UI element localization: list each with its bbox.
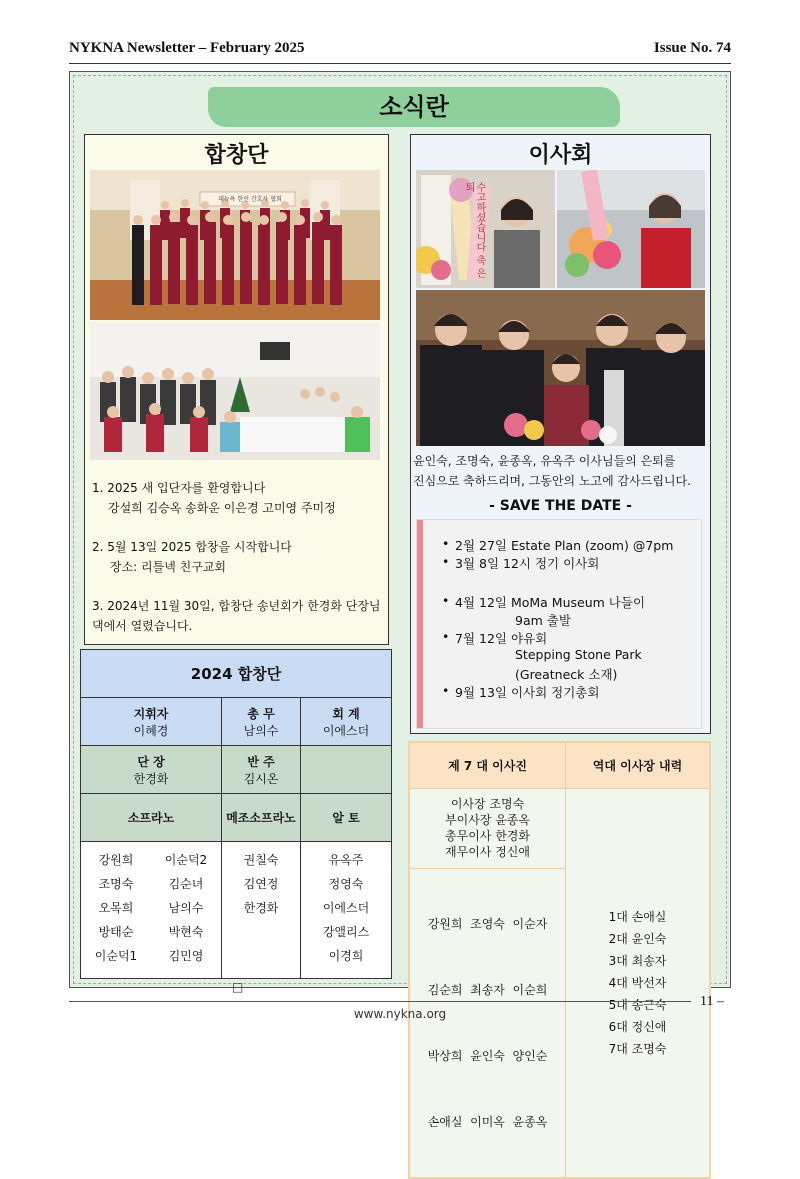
newsletter-title: NYKNA Newsletter – February 2025 bbox=[69, 40, 305, 56]
choir-roster-table bbox=[80, 649, 392, 979]
roster-leader: 단 장 한경화 bbox=[81, 746, 222, 794]
footer-url[interactable]: www.nykna.org bbox=[353, 1007, 447, 1021]
roster-title: 2024 합창단 bbox=[81, 650, 392, 698]
choir-sign-text: 대뉴욕 한인 간호사 협회 bbox=[218, 196, 282, 203]
choir-note-2: 2. 5월 13일 2025 합창을 시작합니다 장소: 리틀넥 친구교회 bbox=[92, 540, 292, 574]
choir-note-3: 3. 2024년 11월 30일, 합창단 송년회가 한경화 단장님 댁에서 열렸습니다. bbox=[92, 599, 381, 633]
chair-history: 1대 손애실 2대 윤인숙 3대 최송자 4대 박선자 5대 송근숙 6대 정신애 7대 조명숙 bbox=[566, 788, 711, 1178]
section-title: 소식란 bbox=[379, 93, 449, 121]
alto-members: 유옥주 정영숙 이에스더 강앨리스 이경희 bbox=[301, 842, 392, 979]
choir-note-1: 1. 2025 새 입단자를 환영합니다 강설희 김승옥 송화운 이은경 고미영 주미정 bbox=[92, 481, 336, 515]
board-caption: 윤인숙, 조명숙, 윤종옥, 유옥주 이사님들의 은퇴를 진심으로 축하드리며, 그동안의 노고에 감사드립니다. bbox=[413, 454, 691, 488]
directors-officers: 이사장 조명숙 부이사장 윤종옥 총무이사 한경화 재무이사 정신애 bbox=[409, 788, 566, 868]
page-number: 11 – bbox=[700, 994, 724, 1009]
save-the-date-title: - SAVE THE DATE - bbox=[489, 498, 632, 514]
roster-conductor: 지휘자 이혜경 bbox=[81, 698, 222, 746]
board-retiree-photo-2 bbox=[557, 170, 705, 288]
board-title: 이사회 bbox=[528, 143, 593, 168]
issue-number: Issue No. 74 bbox=[653, 40, 731, 56]
alto-header: 알 토 bbox=[301, 794, 392, 842]
soprano-header: 소프라노 bbox=[81, 794, 222, 842]
choir-title: 합창단 bbox=[204, 143, 269, 168]
soprano-members: 강원희 조명숙 오목희 방태순 이순덕1 이순덕2 김순녀 남의수 박현숙 김민영 bbox=[81, 842, 222, 979]
directors-table bbox=[408, 741, 711, 1179]
event-item: • 9월 13일 이사회 정기총회 bbox=[442, 683, 600, 700]
choir-group-photo bbox=[90, 170, 380, 320]
directors-members: 강원희 조영숙 이순자 김순희 최송자 이순희 박상희 윤인숙 양인순 손애실 이미옥 윤종옥 bbox=[409, 868, 566, 1178]
event-item: • 4월 12일 MoMa Museum 나들이 bbox=[442, 593, 646, 610]
history-header: 역대 이사장 내력 bbox=[566, 742, 711, 788]
page-marker: □ bbox=[232, 980, 244, 994]
board-group-photo bbox=[416, 290, 705, 446]
event-item: • 3월 8일 12시 정기 이사회 bbox=[442, 554, 600, 571]
choir-party-photo bbox=[90, 322, 380, 460]
mezzo-members: 권칠숙 김연정 한경화 bbox=[222, 842, 301, 979]
event-list: • 2월 27일 Estate Plan (zoom) @7pm • 3월 8일 12시 정기 이사회 • 4월 12일 MoMa Museum 나들이 9am 출발 • 7월 12일 야유회 Stepping Stone Park (Greatneck 소재) • 9월 13일 이사회 정기총회 bbox=[455, 536, 695, 701]
event-item: • 7월 12일 야유회 bbox=[442, 629, 548, 646]
roster-accompanist: 반 주 김시온 bbox=[222, 746, 301, 794]
roster-secretary: 총 무 남의수 bbox=[222, 698, 301, 746]
event-item: • 2월 27일 Estate Plan (zoom) @7pm bbox=[442, 536, 674, 553]
roster-treasurer: 회 계 이에스더 bbox=[301, 698, 392, 746]
roster-empty-cell bbox=[301, 746, 392, 794]
ribbon-text: 수고하셨습니다 축 은퇴 bbox=[463, 182, 485, 279]
directors-header: 제 7 대 이사진 bbox=[409, 742, 566, 788]
header-rule bbox=[69, 63, 731, 64]
mezzo-header: 메조소프라노 bbox=[222, 794, 301, 842]
footer-rule bbox=[69, 1001, 691, 1002]
